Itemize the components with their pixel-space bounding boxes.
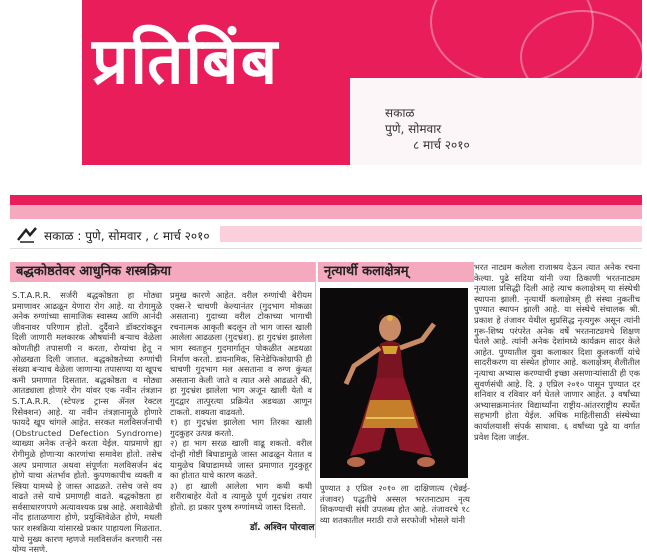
masthead-meta xyxy=(385,105,470,153)
photo-caption: पुण्यात ३ एप्रिल २०१० ला दाक्षिणात्य (चेन्नई-तंजावर) पद्धतीचे अस्सल भरतनाट्यम नृत्य शिकण्याची संधी उपलब्ध होत आहे. तंजावरचे १८ व्या शतकातील मराठी राजे सरफोजी भोसले यांनी xyxy=(320,483,470,525)
article-headline: नृत्यार्थी कलाक्षेत्रम् xyxy=(318,262,474,282)
article-text: S.T.A.R.R. सर्जरी बद्धकोष्ठता हा मोठ्या प्रमाणावर आढळून येणारा रोग आहे. या रोगामुळे अनेक रुग्णांच्या सामाजिक स्वास्थ्य आणि आनंदी जीवनावर परिणाम होतो. दुर्दैवाने डॉक्टरांकडून दिली जाणारी मलकारक औषधांनी बऱ्याच वेळेला कोणतीही तपासणी न करता, रोग्यांचा हेतू न ओळखता दिली जातात. बद्धकोष्ठतेच्या रुग्णांची संख्या बऱ्याच वेळेला जाणाऱ्या तपासण्या या खूपच कमी प्रमाणात दिसतात. बद्धकोष्ठता व मोठ्या आतड्याला होणारे रोग यांवर एक नवीन तंत्रज्ञान S.T.A.R.R. (स्टेपल्ड ट्रान्स ॲनल रेक्टल रिसेक्शन) आहे. या नवीन तंत्रज्ञानामुळे होणारे फायदे खूप चांगले आहेत. सरकत मलविसर्जनाची (Obstructed Defection Syndrome) व्याख्या अनेक तऱ्हेने करता येईल. याप्रमाणे ह्या रोगीमुळे होणाऱ्या कारणांचा समावेश होतो. तसेच अल्प प्रमाणात अथवा संपूर्णतः मलविसर्जन बंद होणे याचा अंतर्भाव होतो. कुपणकापीच व्यक्ती व स्त्रिया यामध्ये हे जास्त आढळते. तसेच जसे वय वाढते तसे याचे प्रमाणही वाढते. बद्धकोष्ठता हा सर्वसाधारणपणे अत्यावश्यक प्रश्न आहे. अशावेळेची नोंद हाताळणारा होणे, प्रयुक्तिवेळेत होणे, मधली फार शस्त्रक्रिया यांसारखे प्रकार पाहायला मिळतात. याचे मुख्य कारण म्हणजे मलविसर्जन करणारी नस योग्य नसणे. xyxy=(12,290,162,555)
dancer-photo xyxy=(320,288,468,478)
article-headline: बद्धकोष्ठतेवर आधुनिक शस्त्रक्रिया xyxy=(10,262,316,282)
dateline xyxy=(10,222,642,249)
masthead-date: ८ मार्च २०१० xyxy=(413,138,470,152)
byline: डॉ. अश्विन पोरवाल xyxy=(250,523,315,533)
paper-name: सकाळ xyxy=(385,106,415,120)
dateline-text: सकाळ : पुणे, सोमवार , ८ मार्च २०१० xyxy=(44,229,210,243)
header-strip xyxy=(10,205,642,219)
article-column xyxy=(170,290,312,516)
section-title: प्रतिबिंब xyxy=(92,25,280,99)
dateline-bar xyxy=(220,226,642,242)
place-day: पुणे, सोमवार xyxy=(385,122,442,136)
article-column xyxy=(12,290,162,555)
article-text: भरत नाट्यम कलेला राजाश्रय देऊन त्यात अनेक रचना केल्या. पुढे सदिया यांनी ज्या ठिकाणी भरतनाट्यम नृत्याला प्रसिद्धी दिली आहे त्याच कलाक्षेत्रम् या संस्थेची स्थापना झाली. नृत्यार्थी कलाक्षेत्रम् ही संस्था नुकतीच पुण्यात स्थापन झाली आहे. या संस्थेचे संचालक श्री. प्रकाश हे तंजावर येथील सुप्रसिद्ध नृत्यगुरू असून त्यांनी गुरू-शिष्य परंपरेत अनेक वर्षे भरतनाट्यमचे शिक्षण घेतले आहे. त्यांनी अनेक देशांमध्ये कार्यक्रम सादर केले आहेत. पुण्यातील युवा कलाकार दिशा कुलकर्णी यांचे सादरीकरण या संस्थेत होणार आहे. कलाक्षेत्रम् शैलीतील नृत्याचा अभ्यास करण्याची इच्छा असणाऱ्यांसाठी ही एक सुवर्णसंधी आहे. दि. ३ एप्रिल २०१० पासून पुण्यात दर शनिवार व रविवार वर्ग घेतले जाणार आहेत. ३ वर्षांच्या अभ्यासक्रमानंतर विद्यार्थ्यांना राष्ट्रीय-आंतरराष्ट्रीय स्पर्धेत सहभागी होता येईल. अधिक माहितीसाठी संस्थेच्या कार्यालयाशी संपर्क साधावा. ६ वर्षांच्या पुढे या वर्गात प्रवेश दिला जाईल. xyxy=(474,262,640,442)
article-column xyxy=(474,262,640,536)
sakal-logo-icon xyxy=(16,226,38,244)
header-strip-top xyxy=(10,195,642,205)
column-divider xyxy=(315,262,316,538)
dancer-figure-image xyxy=(320,288,468,478)
article-text: प्रमुख कारणे आहेत. वरील रुग्णांची बेरीयम एक्स-रे चाचणी केल्यानंतर (गुदभाग मोकळा असताना) गुदाच्या वरील टोकाच्या भागाची रचनात्मक आकृती बदलून तो भाग जास्त खाली आलेला आढळला (गुदभ्रंश). हा गुदभ्रंश झालेला भाग स्वतःहून गुदमार्गातून पोकळीत अडथळा निर्माण करतो. डायनामिक, सिनेडेफिकोग्राफी ही चाचणी गुदभाग मल असताना व रुग्ण कुंथत असताना केली जाते व त्यात असे आढळते की, हा गुदभ्रंश झालेला भाग अजून खाली येतो व गुदद्वार तात्पुरत्या प्रक्रियेत अडथळा आणून टाकतो. शक्यता वाढवतो. १) हा गुदभ्रंश झालेला भाग तिरका खाली गुदकुहर उत्पन्न करतो. २) हा भाग सरळ खाली वाढू शकतो. वरील दोन्ही गोष्टी बिघाडामुळे जास्त आढळून येतात व यामुळेच बिघाडामध्ये जास्त प्रमाणात गुदकुहूर का होतात याचे कारण कळते. ३) हा खाली आलेला भाग कधी कधी शरीराबाहेर येतो व त्यामुळे पूर्ण गुदभ्रंश तयार होतो. हा प्रकार पुरुष रुग्णांमध्ये जास्त दिसतो. xyxy=(170,290,312,512)
